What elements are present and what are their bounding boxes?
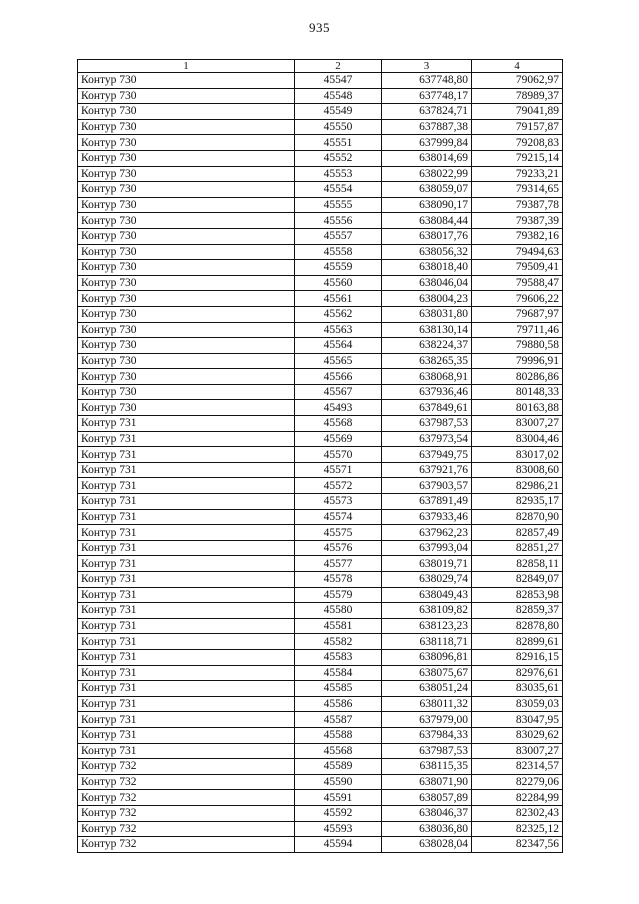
cell-x-coordinate: 638022,99: [382, 166, 472, 182]
table-row: [78, 837, 563, 853]
table-row: [78, 649, 563, 665]
cell-y-coordinate: 80163,88: [472, 400, 563, 416]
table-row: [78, 322, 563, 338]
cell-y-coordinate: 82899,61: [472, 634, 563, 650]
cell-point-number: 45563: [295, 322, 382, 338]
cell-point-number: 45569: [295, 431, 382, 447]
cell-x-coordinate: 638224,37: [382, 338, 472, 354]
cell-point-number: 45568: [295, 743, 382, 759]
cell-contour: Контур 731: [78, 587, 295, 603]
cell-y-coordinate: 83007,27: [472, 416, 563, 432]
table-row: [78, 416, 563, 432]
cell-x-coordinate: 638036,80: [382, 821, 472, 837]
cell-contour: Контур 731: [78, 681, 295, 697]
cell-contour: Контур 731: [78, 525, 295, 541]
cell-point-number: 45552: [295, 150, 382, 166]
cell-y-coordinate: 83035,61: [472, 681, 563, 697]
cell-y-coordinate: 79387,39: [472, 213, 563, 229]
table-row: [78, 759, 563, 775]
cell-x-coordinate: 637979,00: [382, 712, 472, 728]
cell-contour: Контур 730: [78, 306, 295, 322]
cell-contour: Контур 730: [78, 135, 295, 151]
cell-point-number: 45577: [295, 556, 382, 572]
cell-contour: Контур 730: [78, 104, 295, 120]
cell-y-coordinate: 82878,80: [472, 618, 563, 634]
cell-point-number: 45562: [295, 306, 382, 322]
cell-contour: Контур 730: [78, 213, 295, 229]
cell-x-coordinate: 638014,69: [382, 150, 472, 166]
cell-point-number: 45550: [295, 119, 382, 135]
table-body: [78, 73, 563, 853]
table-row: [78, 431, 563, 447]
cell-y-coordinate: 80286,86: [472, 369, 563, 385]
cell-x-coordinate: 637993,04: [382, 540, 472, 556]
cell-y-coordinate: 82302,43: [472, 805, 563, 821]
cell-point-number: 45589: [295, 759, 382, 775]
table-row: [78, 182, 563, 198]
cell-x-coordinate: 638031,80: [382, 306, 472, 322]
table-row: [78, 228, 563, 244]
cell-y-coordinate: 82986,21: [472, 478, 563, 494]
cell-x-coordinate: 638028,04: [382, 837, 472, 853]
cell-x-coordinate: 638057,89: [382, 790, 472, 806]
cell-x-coordinate: 637984,33: [382, 727, 472, 743]
cell-y-coordinate: 79157,87: [472, 119, 563, 135]
cell-point-number: 45580: [295, 603, 382, 619]
cell-contour: Контур 732: [78, 774, 295, 790]
cell-point-number: 45559: [295, 260, 382, 276]
cell-point-number: 45551: [295, 135, 382, 151]
cell-y-coordinate: 79606,22: [472, 291, 563, 307]
cell-point-number: 45567: [295, 384, 382, 400]
cell-x-coordinate: 638071,90: [382, 774, 472, 790]
cell-y-coordinate: 83007,27: [472, 743, 563, 759]
cell-x-coordinate: 638029,74: [382, 572, 472, 588]
cell-x-coordinate: 637962,23: [382, 525, 472, 541]
cell-contour: Контур 730: [78, 291, 295, 307]
table-row: [78, 135, 563, 151]
cell-point-number: 45591: [295, 790, 382, 806]
table-row: [78, 727, 563, 743]
cell-point-number: 45583: [295, 649, 382, 665]
cell-contour: Контур 730: [78, 384, 295, 400]
table-row: [78, 696, 563, 712]
table-row: [78, 525, 563, 541]
cell-contour: Контур 730: [78, 322, 295, 338]
cell-y-coordinate: 79494,63: [472, 244, 563, 260]
cell-y-coordinate: 83008,60: [472, 462, 563, 478]
cell-contour: Контур 731: [78, 462, 295, 478]
cell-y-coordinate: 82314,57: [472, 759, 563, 775]
cell-contour: Контур 731: [78, 649, 295, 665]
cell-y-coordinate: 79880,58: [472, 338, 563, 354]
cell-contour: Контур 730: [78, 244, 295, 260]
cell-contour: Контур 730: [78, 119, 295, 135]
cell-contour: Контур 732: [78, 805, 295, 821]
cell-y-coordinate: 79387,78: [472, 197, 563, 213]
cell-point-number: 45592: [295, 805, 382, 821]
table-row: [78, 260, 563, 276]
cell-contour: Контур 731: [78, 618, 295, 634]
cell-y-coordinate: 82849,07: [472, 572, 563, 588]
cell-point-number: 45561: [295, 291, 382, 307]
table-row: [78, 244, 563, 260]
table-row: [78, 587, 563, 603]
cell-y-coordinate: 83004,46: [472, 431, 563, 447]
cell-contour: Контур 730: [78, 197, 295, 213]
cell-y-coordinate: 83017,02: [472, 447, 563, 463]
cell-point-number: 45554: [295, 182, 382, 198]
cell-x-coordinate: 638068,91: [382, 369, 472, 385]
cell-point-number: 45553: [295, 166, 382, 182]
table-row: [78, 494, 563, 510]
cell-x-coordinate: 637748,80: [382, 73, 472, 89]
cell-contour: Контур 730: [78, 400, 295, 416]
table-row: [78, 447, 563, 463]
cell-y-coordinate: 82935,17: [472, 494, 563, 510]
cell-contour: Контур 730: [78, 182, 295, 198]
cell-x-coordinate: 638130,14: [382, 322, 472, 338]
cell-x-coordinate: 638051,24: [382, 681, 472, 697]
cell-point-number: 45568: [295, 416, 382, 432]
cell-x-coordinate: 637936,46: [382, 384, 472, 400]
cell-contour: Контур 731: [78, 540, 295, 556]
table-row: [78, 213, 563, 229]
cell-point-number: 45572: [295, 478, 382, 494]
table-row: [78, 743, 563, 759]
table-row: [78, 104, 563, 120]
table-row: [78, 509, 563, 525]
cell-y-coordinate: 79215,14: [472, 150, 563, 166]
cell-contour: Контур 731: [78, 603, 295, 619]
table-row: [78, 88, 563, 104]
cell-point-number: 45560: [295, 275, 382, 291]
cell-contour: Контур 731: [78, 665, 295, 681]
cell-contour: Контур 730: [78, 353, 295, 369]
table-row: [78, 166, 563, 182]
cell-contour: Контур 731: [78, 431, 295, 447]
cell-point-number: 45578: [295, 572, 382, 588]
cell-y-coordinate: 79314,65: [472, 182, 563, 198]
cell-y-coordinate: 82279,06: [472, 774, 563, 790]
cell-point-number: 45571: [295, 462, 382, 478]
cell-point-number: 45575: [295, 525, 382, 541]
table-row: [78, 275, 563, 291]
cell-x-coordinate: 637849,61: [382, 400, 472, 416]
cell-x-coordinate: 638123,23: [382, 618, 472, 634]
cell-y-coordinate: 79208,83: [472, 135, 563, 151]
table-row: [78, 634, 563, 650]
table-row: [78, 572, 563, 588]
table-row: [78, 790, 563, 806]
cell-y-coordinate: 79588,47: [472, 275, 563, 291]
cell-point-number: 45573: [295, 494, 382, 510]
cell-y-coordinate: 82916,15: [472, 649, 563, 665]
cell-contour: Контур 731: [78, 696, 295, 712]
cell-point-number: 45555: [295, 197, 382, 213]
cell-contour: Контур 731: [78, 556, 295, 572]
cell-x-coordinate: 638017,76: [382, 228, 472, 244]
cell-x-coordinate: 638056,32: [382, 244, 472, 260]
cell-point-number: 45588: [295, 727, 382, 743]
cell-x-coordinate: 637949,75: [382, 447, 472, 463]
cell-x-coordinate: 638084,44: [382, 213, 472, 229]
cell-contour: Контур 730: [78, 166, 295, 182]
cell-point-number: 45547: [295, 73, 382, 89]
cell-x-coordinate: 638046,04: [382, 275, 472, 291]
cell-contour: Контур 731: [78, 494, 295, 510]
cell-contour: Контур 731: [78, 416, 295, 432]
cell-y-coordinate: 79041,89: [472, 104, 563, 120]
cell-contour: Контур 730: [78, 369, 295, 385]
table-row: [78, 119, 563, 135]
cell-y-coordinate: 79509,41: [472, 260, 563, 276]
cell-y-coordinate: 83047,95: [472, 712, 563, 728]
cell-y-coordinate: 82976,61: [472, 665, 563, 681]
table-row: [78, 821, 563, 837]
cell-y-coordinate: 82857,49: [472, 525, 563, 541]
table-row: [78, 353, 563, 369]
cell-contour: Контур 731: [78, 572, 295, 588]
cell-contour: Контур 730: [78, 228, 295, 244]
cell-y-coordinate: 79996,91: [472, 353, 563, 369]
cell-x-coordinate: 638059,07: [382, 182, 472, 198]
cell-y-coordinate: 82853,98: [472, 587, 563, 603]
cell-y-coordinate: 82870,90: [472, 509, 563, 525]
cell-x-coordinate: 637999,84: [382, 135, 472, 151]
cell-x-coordinate: 637748,17: [382, 88, 472, 104]
cell-point-number: 45590: [295, 774, 382, 790]
cell-y-coordinate: 79711,46: [472, 322, 563, 338]
table-row: [78, 618, 563, 634]
cell-point-number: 45557: [295, 228, 382, 244]
cell-point-number: 45582: [295, 634, 382, 650]
cell-contour: Контур 731: [78, 447, 295, 463]
table-row: [78, 291, 563, 307]
cell-x-coordinate: 638090,17: [382, 197, 472, 213]
cell-y-coordinate: 79687,97: [472, 306, 563, 322]
cell-point-number: 45586: [295, 696, 382, 712]
table-row: [78, 603, 563, 619]
table-row: [78, 400, 563, 416]
table-row: [78, 369, 563, 385]
table-row: [78, 712, 563, 728]
cell-y-coordinate: 82284,99: [472, 790, 563, 806]
cell-point-number: 45570: [295, 447, 382, 463]
table-row: [78, 556, 563, 572]
cell-contour: Контур 731: [78, 727, 295, 743]
cell-point-number: 45585: [295, 681, 382, 697]
cell-contour: Контур 730: [78, 73, 295, 89]
cell-y-coordinate: 79062,97: [472, 73, 563, 89]
header-row: [78, 60, 563, 73]
cell-x-coordinate: 638011,32: [382, 696, 472, 712]
cell-x-coordinate: 637903,57: [382, 478, 472, 494]
column-header-contour: 1: [78, 60, 295, 73]
page-number: 935: [309, 20, 330, 35]
cell-y-coordinate: 82347,56: [472, 837, 563, 853]
cell-x-coordinate: 638109,82: [382, 603, 472, 619]
cell-y-coordinate: 82859,37: [472, 603, 563, 619]
cell-point-number: 45584: [295, 665, 382, 681]
cell-contour: Контур 731: [78, 509, 295, 525]
table-row: [78, 665, 563, 681]
cell-x-coordinate: 637887,38: [382, 119, 472, 135]
cell-x-coordinate: 638018,40: [382, 260, 472, 276]
cell-point-number: 45564: [295, 338, 382, 354]
table-row: [78, 540, 563, 556]
column-header-y: 4: [472, 60, 563, 73]
cell-y-coordinate: 79382,16: [472, 228, 563, 244]
table-row: [78, 197, 563, 213]
cell-point-number: 45558: [295, 244, 382, 260]
cell-y-coordinate: 79233,21: [472, 166, 563, 182]
cell-x-coordinate: 638019,71: [382, 556, 472, 572]
cell-x-coordinate: 637891,49: [382, 494, 472, 510]
cell-contour: Контур 730: [78, 150, 295, 166]
coordinates-table: [77, 59, 563, 853]
cell-x-coordinate: 638096,81: [382, 649, 472, 665]
cell-contour: Контур 731: [78, 743, 295, 759]
cell-y-coordinate: 83029,62: [472, 727, 563, 743]
cell-x-coordinate: 638265,35: [382, 353, 472, 369]
cell-contour: Контур 731: [78, 634, 295, 650]
table-row: [78, 338, 563, 354]
table-row: [78, 306, 563, 322]
cell-x-coordinate: 637921,76: [382, 462, 472, 478]
column-header-point: 2: [295, 60, 382, 73]
cell-contour: Контур 731: [78, 478, 295, 494]
table-row: [78, 805, 563, 821]
cell-point-number: 45566: [295, 369, 382, 385]
cell-point-number: 45579: [295, 587, 382, 603]
cell-point-number: 45549: [295, 104, 382, 120]
cell-x-coordinate: 638075,67: [382, 665, 472, 681]
cell-contour: Контур 732: [78, 837, 295, 853]
table-row: [78, 478, 563, 494]
cell-x-coordinate: 637933,46: [382, 509, 472, 525]
table-row: [78, 681, 563, 697]
cell-x-coordinate: 637824,71: [382, 104, 472, 120]
cell-point-number: 45576: [295, 540, 382, 556]
cell-y-coordinate: 83059,03: [472, 696, 563, 712]
table-row: [78, 150, 563, 166]
cell-y-coordinate: 82325,12: [472, 821, 563, 837]
cell-point-number: 45587: [295, 712, 382, 728]
cell-point-number: 45565: [295, 353, 382, 369]
cell-contour: Контур 732: [78, 821, 295, 837]
cell-point-number: 45581: [295, 618, 382, 634]
cell-y-coordinate: 82851,27: [472, 540, 563, 556]
table-row: [78, 73, 563, 89]
cell-x-coordinate: 638118,71: [382, 634, 472, 650]
cell-x-coordinate: 638004,23: [382, 291, 472, 307]
cell-x-coordinate: 638046,37: [382, 805, 472, 821]
cell-y-coordinate: 80148,33: [472, 384, 563, 400]
cell-y-coordinate: 82858,11: [472, 556, 563, 572]
cell-contour: Контур 730: [78, 338, 295, 354]
cell-x-coordinate: 637987,53: [382, 743, 472, 759]
table-row: [78, 384, 563, 400]
column-header-x: 3: [382, 60, 472, 73]
cell-point-number: 45556: [295, 213, 382, 229]
cell-point-number: 45594: [295, 837, 382, 853]
table-row: [78, 462, 563, 478]
table-row: [78, 774, 563, 790]
cell-point-number: 45493: [295, 400, 382, 416]
cell-x-coordinate: 637987,53: [382, 416, 472, 432]
cell-x-coordinate: 638049,43: [382, 587, 472, 603]
cell-point-number: 45548: [295, 88, 382, 104]
cell-contour: Контур 730: [78, 88, 295, 104]
cell-contour: Контур 732: [78, 759, 295, 775]
cell-contour: Контур 732: [78, 790, 295, 806]
cell-contour: Контур 731: [78, 712, 295, 728]
cell-y-coordinate: 78989,37: [472, 88, 563, 104]
cell-contour: Контур 730: [78, 275, 295, 291]
cell-x-coordinate: 637973,54: [382, 431, 472, 447]
cell-contour: Контур 730: [78, 260, 295, 276]
cell-point-number: 45574: [295, 509, 382, 525]
cell-point-number: 45593: [295, 821, 382, 837]
cell-x-coordinate: 638115,35: [382, 759, 472, 775]
